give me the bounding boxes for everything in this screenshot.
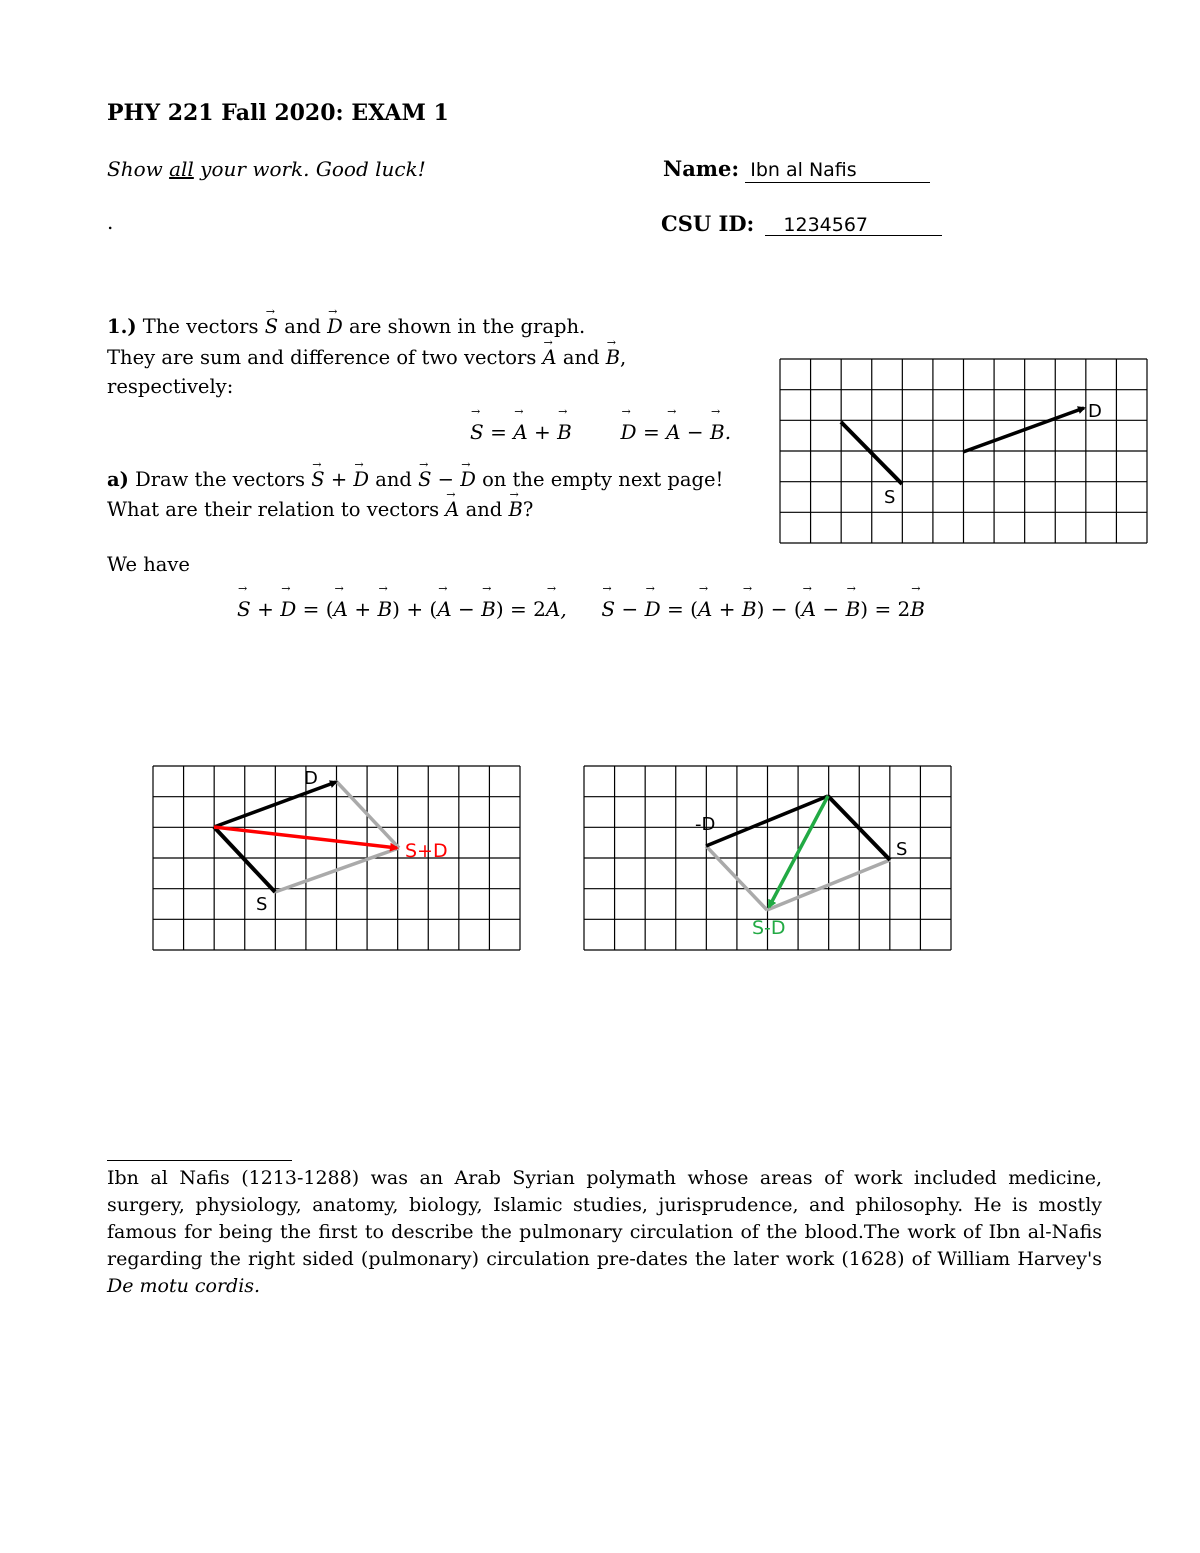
name-field[interactable] — [663, 156, 857, 181]
name-label: Name: — [663, 156, 740, 181]
part-a-line-1: a) Draw the vectors → S + → D and → S − → D on the empty next page! — [107, 465, 723, 495]
csu-id-field[interactable] — [661, 211, 868, 236]
instructions: Show all your work. Good luck! — [107, 157, 426, 181]
answer-equation: → S + → D = (→ A + → B) + (→ A − → B) = 2→ A, → S − → D = (→ A + → B) − (→ A − → B) = 2→ B — [237, 597, 925, 621]
label-d: D — [304, 768, 318, 789]
problem-line-3: respectively: — [107, 375, 234, 398]
name-value: Ibn al Nafis — [750, 159, 857, 181]
part-a-line-2: What are their relation to vectors → A and → B? — [107, 495, 533, 525]
csu-id-value: 1234567 — [783, 214, 869, 236]
sum-graph — [151, 764, 524, 954]
label-sum: S+D — [405, 840, 448, 862]
problem-intro: 1.) The vectors → S and → D are shown in the graph. — [107, 312, 585, 342]
csu-id-underline — [765, 235, 942, 236]
vector-d — [963, 408, 1084, 452]
csu-id-label: CSU ID: — [661, 211, 755, 236]
problem-line-2: They are sum and difference of two vectors → A and → B, — [107, 343, 626, 373]
exam-title: PHY 221 Fall 2020: EXAM 1 — [107, 100, 449, 126]
definition-equations: → S = → A + → B → D = → A − → B. — [470, 420, 731, 444]
footnote: Ibn al Nafis (1213-1288) was an Arab Syrian polymath whose areas of work included medicine, surgery, physiology, anatomy, biology, Islamic studies, jurisprudence, and philosophy. He is mostly famous for being the first to describe the pulmonary circulation of the blood.The work of Ibn al-Nafis regarding the right sided (pulmonary) circulation pre-dates the later work (1628) of William Harvey's De motu cordis. — [107, 1167, 1102, 1297]
footnote-rule — [107, 1160, 292, 1161]
label-s: S — [896, 839, 908, 860]
blank-line-dot: . — [107, 210, 114, 234]
we-have: We have — [107, 553, 190, 576]
label-neg-d: -D — [695, 814, 716, 835]
label-s: S — [884, 487, 896, 508]
label-s: S — [256, 894, 268, 915]
given-vectors-graph — [778, 357, 1151, 547]
label-d: D — [1088, 401, 1102, 422]
name-underline — [745, 182, 930, 183]
difference-graph — [582, 764, 955, 954]
label-difference: S-D — [752, 917, 786, 939]
grid — [153, 766, 520, 950]
